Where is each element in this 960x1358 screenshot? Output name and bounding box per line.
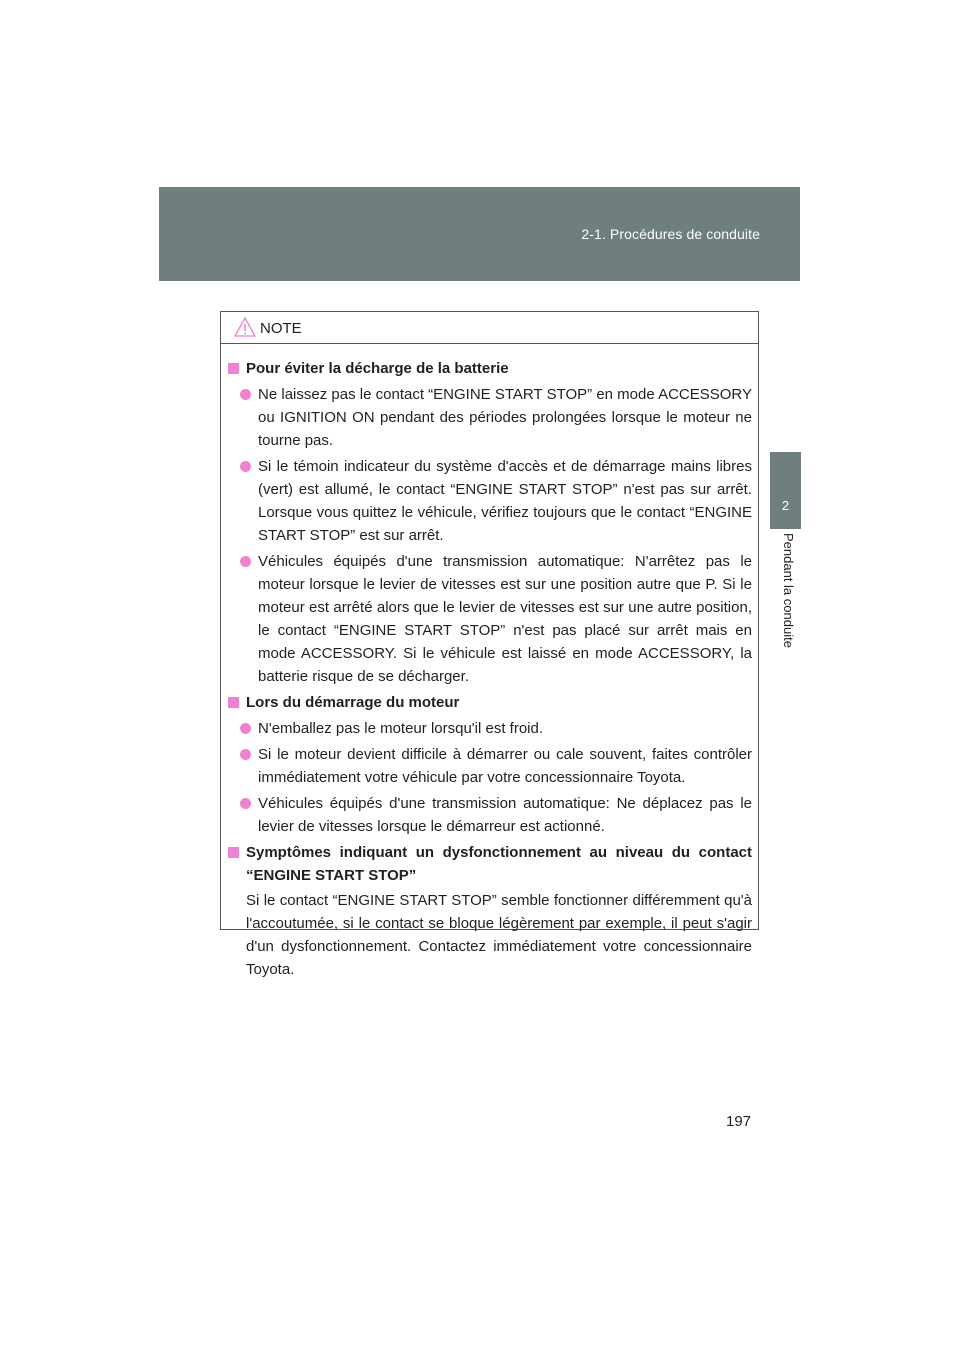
round-bullet-icon xyxy=(240,389,251,400)
section-title: Lors du démarrage du moteur xyxy=(228,691,752,714)
chapter-tab xyxy=(770,452,801,529)
chapter-title: 2-1. Procédures de conduite xyxy=(581,226,760,242)
note-body xyxy=(221,344,758,981)
list-item: N'emballez pas le moteur lorsqu'il est froid. xyxy=(228,717,752,740)
section-paragraph: Si le contact “ENGINE START STOP” semble fonctionner différemment qu'à l'accoutumée, si le contact se bloque légèrement par exemple, il peut s'agir d'un dysfonctionnement. Contactez immédiatement votre concessionnaire Toyota. xyxy=(246,892,752,978)
note-box xyxy=(220,311,759,978)
list-item: Véhicules équipés d'une transmission automatique: N'arrêtez pas le moteur lorsque le levier de vitesses est sur une position autre que P. Si le moteur est arrêté alors que le levier de vitesses est sur une autre position, le contact “ENGINE START STOP” n'est pas placé sur arrêt mais en mode ACCESSORY. Si le véhicule est laissé en mode ACCESSORY, la batterie risque de se décharger. xyxy=(228,550,752,688)
note-label: NOTE xyxy=(260,320,302,337)
list-item: Si le témoin indicateur du système d'accès et de démarrage mains libres (vert) est allumé, le contact “ENGINE START STOP” n'est pas sur arrêt. Lorsque vous quittez le véhicule, vérifiez toujours que le contact “ENGINE START STOP” est sur arrêt. xyxy=(228,455,752,547)
list-item: Véhicules équipés d'une transmission automatique: Ne déplacez pas le levier de vitesses lorsque le démarreur est actionné. xyxy=(228,792,752,838)
chapter-side-strip xyxy=(770,529,801,684)
list-item: Si le moteur devient difficile à démarrer ou cale souvent, faites contrôler immédiatement votre véhicule par votre concessionnaire Toyota. xyxy=(228,743,752,789)
round-bullet-icon xyxy=(240,749,251,760)
round-bullet-icon xyxy=(240,461,251,472)
section-title: Symptômes indiquant un dysfonctionnement au niveau du contact “ENGINE START STOP” xyxy=(228,841,752,887)
chapter-header-band xyxy=(159,187,800,281)
chapter-tab-number: 2 xyxy=(781,498,790,513)
section-title: Pour éviter la décharge de la batterie xyxy=(228,357,752,380)
round-bullet-icon xyxy=(240,798,251,809)
round-bullet-icon xyxy=(240,556,251,567)
warning-triangle-icon xyxy=(234,317,256,342)
chapter-side-label: Pendant la conduite xyxy=(781,533,796,648)
square-bullet-icon xyxy=(228,697,239,708)
page-number: 197 xyxy=(726,1113,752,1130)
square-bullet-icon xyxy=(228,847,239,858)
round-bullet-icon xyxy=(240,723,251,734)
square-bullet-icon xyxy=(228,363,239,374)
note-header xyxy=(221,312,758,344)
list-item: Ne laissez pas le contact “ENGINE START STOP” en mode ACCESSORY ou IGNITION ON pendant des périodes prolongées lorsque le moteur ne tourne pas. xyxy=(228,383,752,452)
